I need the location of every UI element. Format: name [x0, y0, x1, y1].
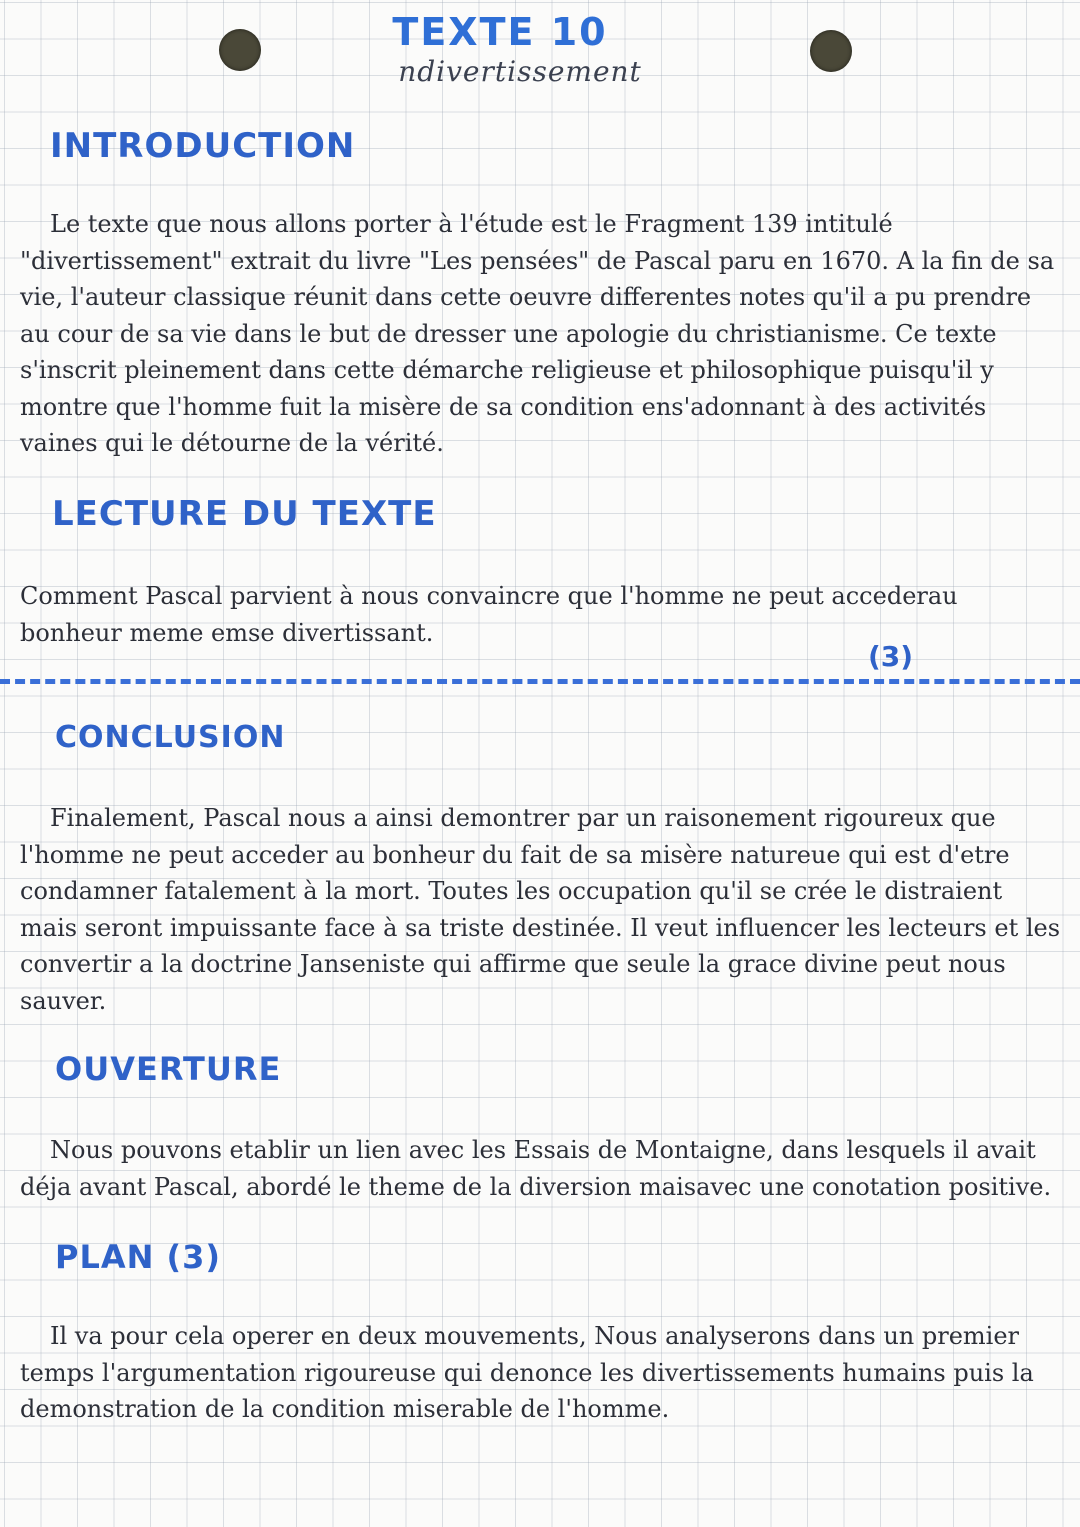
plan-paragraph — [20, 1318, 1065, 1428]
ouverture-text: Nous pouvons etablir un lien avec les Essais de Montaigne, dans lesquels il avait déja avant Pascal, abordé le theme de la diversion maisavec une conotation positive. — [20, 1136, 1052, 1201]
lecture-text: Comment Pascal parvient à nous convaincre que l'homme ne peut accederau bonheur meme emse divertissant. — [20, 582, 958, 647]
conclusion-text: Finalement, Pascal nous a ainsi demontrer par un raisonement rigoureux que l'homme ne peut acceder au bonheur du fait de sa misère natureue qui est d'etre condamner fatalement à la mort. Toutes les occupation qu'il se crée le distraient mais seront impuissante face à sa triste destinée. Il veut influencer les lecteurs et les convertir a la doctrine Janseniste qui affirme que seule la grace divine peut nous sauver. — [20, 804, 1061, 1015]
introduction-text: Le texte que nous allons porter à l'étude est le Fragment 139 intitulé "divertissement" extrait du livre "Les pensées" de Pascal paru en 1670. A la fin de sa vie, l'auteur classique réunit dans cette oeuvre differentes notes qu'il a pu prendre au cour de sa vie dans le but de dresser une apologie du christianisme. Ce texte s'inscrit pleinement dans cette démarche religieuse et philosophique puisqu'il y montre que l'homme fuit la misère de sa condition ens'adonnant à des activités vaines qui le détourne de la vérité. — [20, 210, 1055, 457]
plan-heading: PLAN (3) — [55, 1238, 222, 1276]
page-subtitle: ndivertissement — [398, 55, 642, 88]
ouverture-heading: OUVERTURE — [55, 1050, 282, 1088]
section-number-marker: (3) — [868, 640, 914, 673]
lecture-heading: LECTURE DU TEXTE — [52, 494, 437, 534]
introduction-heading: INTRODUCTION — [50, 126, 356, 166]
conclusion-paragraph — [20, 800, 1065, 1019]
conclusion-heading: CONCLUSION — [55, 720, 286, 755]
page-title: TEXTE 10 — [392, 10, 608, 54]
plan-text: Il va pour cela operer en deux mouvements, Nous analyserons dans un premier temps l'argumentation rigoureuse qui denonce les divertissements humains puis la demonstration de la condition miserable de l'homme. — [20, 1322, 1034, 1423]
ouverture-paragraph — [20, 1132, 1065, 1205]
introduction-paragraph — [20, 206, 1065, 462]
dashed-divider — [0, 679, 1080, 684]
